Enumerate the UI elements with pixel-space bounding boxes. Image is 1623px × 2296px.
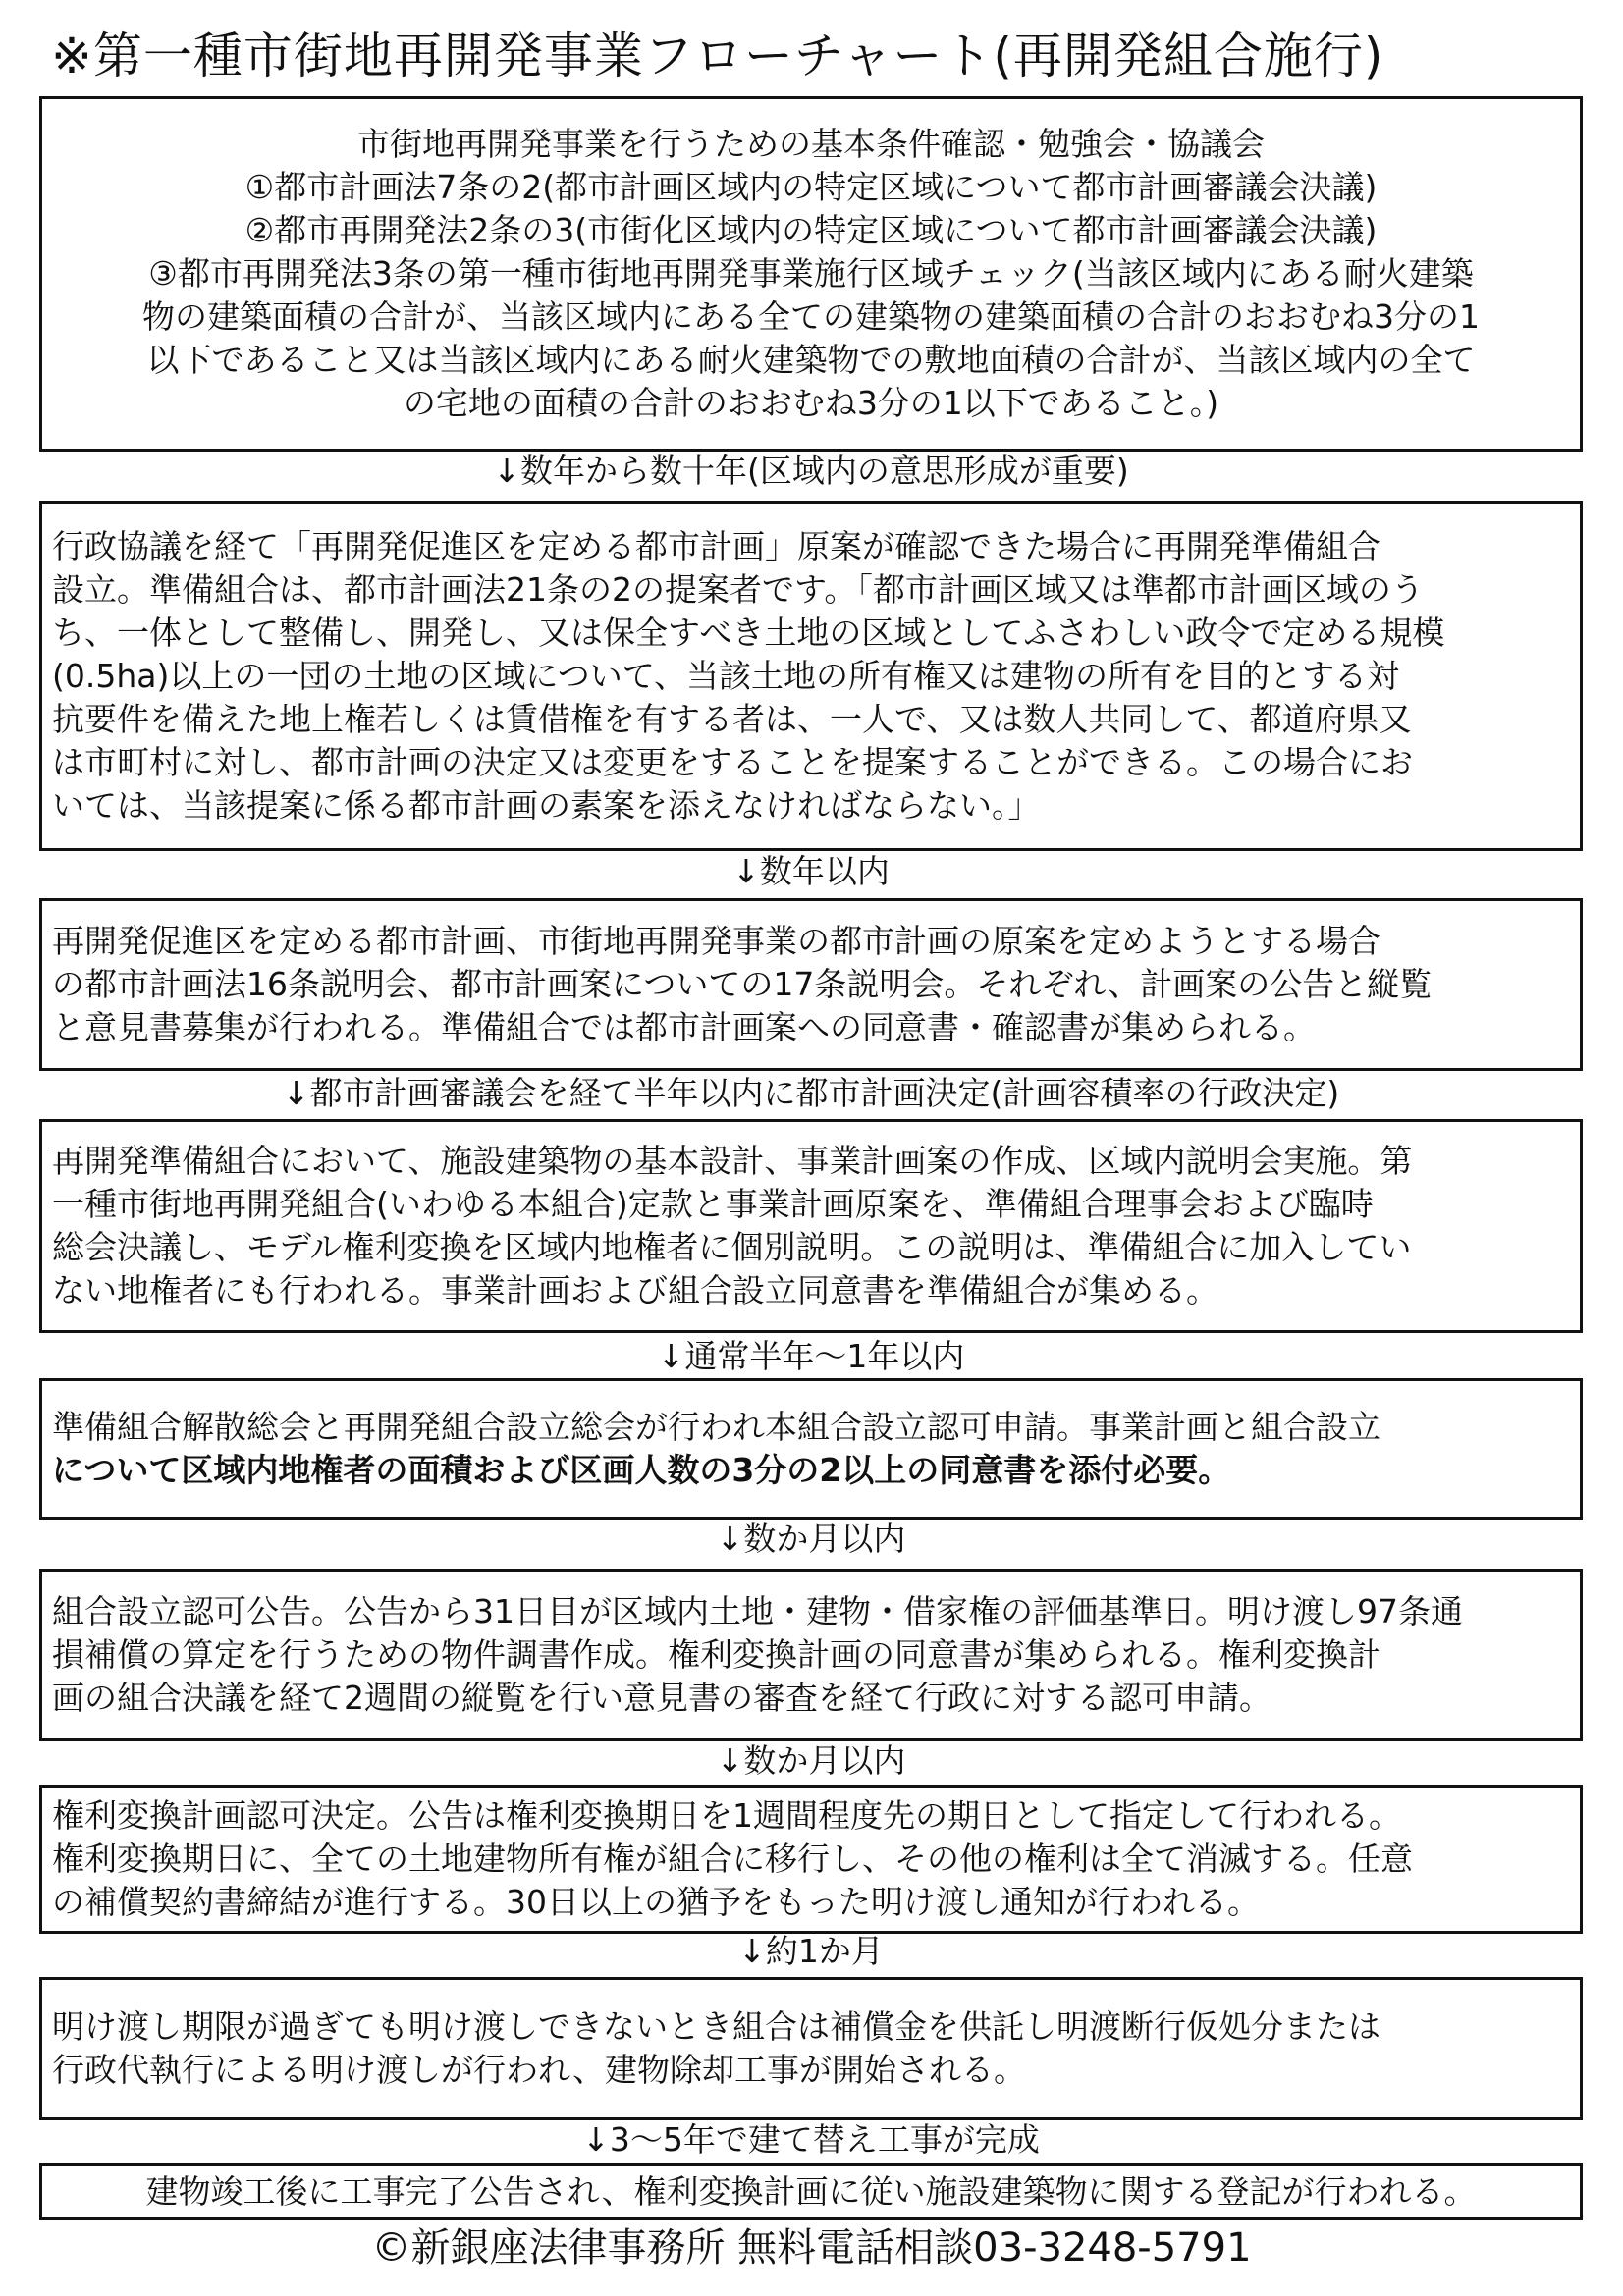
step-4-line-2: 一種市街地再開発組合(いわゆる本組合)定款と事業計画原案を、準備組合理事会および臨時 (52, 1185, 1374, 1223)
step-1-line-7: の宅地の面積の合計のおおむね3分の1以下であること。) (403, 384, 1219, 422)
step-3-line-1: 再開発促進区を定める都市計画、市街地再開発事業の都市計画の原案を定めようとする場合 (52, 922, 1380, 960)
flow-step-7 (39, 1785, 1583, 1934)
step-1-line-3: ②都市再開発法2条の3(市街化区域内の特定区域について都市計画審議会決議) (244, 211, 1378, 249)
flow-arrow-3: ↓都市計画審議会を経て半年以内に都市計画決定(計画容積率の行政決定) (282, 1074, 1340, 1112)
step-5-line-1: 準備組合解散総会と再開発組合設立総会が行われ本組合設立認可申請。事業計画と組合設立 (52, 1408, 1380, 1446)
step-8-line-1: 明け渡し期限が過ぎても明け渡しできないとき組合は補償金を供託し明渡断行仮処分または (52, 2007, 1380, 2046)
flow-step-3 (39, 898, 1583, 1071)
step-2-line-7: いては、当該提案に係る都市計画の素案を添えなければならない。」 (52, 785, 1041, 825)
step-1-line-5: 物の建築面積の合計が、当該区域内にある全ての建築物の建築面積の合計のおおむね3分の1 (142, 297, 1480, 336)
flow-arrow-6: ↓数か月以内 (716, 1741, 906, 1780)
step-1-line-1: 市街地再開発事業を行うための基本条件確認・勉強会・協議会 (357, 125, 1265, 163)
flow-step-9 (39, 2163, 1583, 2220)
flow-step-2 (39, 501, 1583, 851)
step-6-line-2: 損補償の算定を行うための物件調書作成。権利変換計画の同意書が集められる。権利変換計 (52, 1635, 1380, 1674)
step-6-line-1: 組合設立認可公告。公告から31日目が区域内土地・建物・借家権の評価基準日。明け渡し97条通 (52, 1592, 1463, 1630)
flow-step-1 (39, 96, 1583, 452)
step-9-line-1: 建物竣工後に工事完了公告され、権利変換計画に従い施設建築物に関する登記が行われる。 (145, 2172, 1477, 2211)
step-2-line-6: は市町村に対し、都市計画の決定又は変更をすることを提案することができる。この場合にお (52, 742, 1413, 781)
page-title: ※第一種市街地再開発事業フローチャート(再開発組合施行) (51, 27, 1384, 84)
step-4-line-1: 再開発準備組合において、施設建築物の基本設計、事業計画案の作成、区域内説明会実施。第 (52, 1142, 1413, 1180)
footer-contact: ©新銀座法律事務所 無料電話相談03-3248-5791 (371, 2225, 1252, 2270)
flow-arrow-5: ↓数か月以内 (716, 1520, 906, 1558)
step-7-line-1: 権利変換計画認可決定。公告は権利変換期日を1週間程度先の期日として指定して行われる。 (52, 1796, 1401, 1835)
step-3-line-2: の都市計画法16条説明会、都市計画案についての17条説明会。それぞれ、計画案の公告と縦覧 (52, 965, 1433, 1003)
flow-step-6 (39, 1569, 1583, 1741)
step-7-line-3: の補償契約書締結が進行する。30日以上の猶予をもった明け渡し通知が行われる。 (52, 1883, 1260, 1921)
step-8-line-2: 行政代執行による明け渡しが行われ、建物除却工事が開始される。 (52, 2051, 1026, 2089)
step-4-line-3: 総会決議し、モデル権利変換を区域内地権者に個別説明。この説明は、準備組合に加入してい (52, 1228, 1412, 1266)
step-1-line-4: ③都市再開発法3条の第一種市街地再開発事業施行区域チェック(当該区域内にある耐火建築 (148, 254, 1474, 293)
flow-arrow-4: ↓通常半年〜1年以内 (657, 1337, 965, 1375)
step-3-line-3: と意見書募集が行われる。準備組合では都市計画案への同意書・確認書が集められる。 (52, 1008, 1316, 1046)
step-1-line-2: ①都市計画法7条の2(都市計画区域内の特定区域について都市計画審議会決議) (244, 168, 1378, 206)
step-4-line-4: ない地権者にも行われる。事業計画および組合設立同意書を準備組合が集める。 (52, 1271, 1218, 1309)
step-2-line-2: 設立。準備組合は、都市計画法21条の2の提案者です。「都市計画区域又は準都市計画区域のう (52, 569, 1424, 609)
step-2-line-5: 抗要件を備えた地上権若しくは賃借権を有する者は、一人で、又は数人共同して、都道府県又 (52, 699, 1412, 738)
step-7-line-2: 権利変換期日に、全ての土地建物所有権が組合に移行し、その他の権利は全て消滅する。任意 (52, 1840, 1413, 1878)
step-5-line-2: について区域内地権者の面積および区画人数の3分の2以上の同意書を添付必要。 (52, 1451, 1231, 1489)
flow-arrow-8: ↓3〜5年で建て替え工事が完成 (582, 2120, 1040, 2159)
step-2-line-3: ち、一体として整備し、開発し、又は保全すべき土地の区域としてふさわしい政令で定める規模 (52, 613, 1445, 652)
flow-step-5 (39, 1378, 1583, 1520)
step-2-line-4: (0.5ha)以上の一団の土地の区域について、当該土地の所有権又は建物の所有を目的とする対 (52, 656, 1400, 695)
step-1-line-6: 以下であること又は当該区域内にある耐火建築物での敷地面積の合計が、当該区域内の全て (146, 341, 1476, 379)
step-6-line-3: 画の組合決議を経て2週間の縦覧を行い意見書の審査を経て行政に対する認可申請。 (52, 1679, 1271, 1717)
flow-arrow-7: ↓約1か月 (738, 1932, 884, 1970)
flow-arrow-2: ↓数年以内 (732, 852, 890, 890)
flow-step-8 (39, 1977, 1583, 2120)
flow-step-4 (39, 1119, 1583, 1333)
flow-arrow-1: ↓数年から数十年(区域内の意思形成が重要) (493, 452, 1129, 490)
step-2-line-1: 行政協議を経て「再開発促進区を定める都市計画」原案が確認できた場合に再開発準備組合 (52, 526, 1380, 565)
